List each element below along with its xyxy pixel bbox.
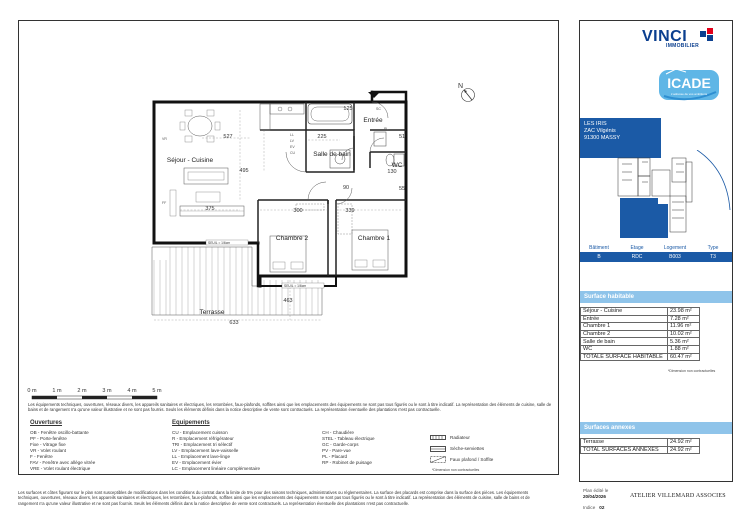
indice-info xyxy=(583,505,604,510)
lot-value: RDC xyxy=(631,254,643,260)
equipment-code: CU xyxy=(290,151,296,155)
dimension-label: 90 xyxy=(342,185,350,191)
room-label-wc: WC xyxy=(391,162,403,169)
dimension-label: 130 xyxy=(387,169,397,175)
indice-label: Indice xyxy=(583,505,596,510)
equipment-code: LV xyxy=(290,139,295,143)
lot-value: T3 xyxy=(710,254,716,260)
legend-item: LL - Emplacement lave-linge xyxy=(172,454,231,459)
lot-table xyxy=(580,243,732,262)
dimension-label: 463 xyxy=(283,298,293,304)
equipment-code: PL xyxy=(384,127,389,131)
equipment-code: EV xyxy=(290,145,295,149)
lot-header: Bâtiment xyxy=(589,244,609,251)
legend-item: F - Fenêtre xyxy=(30,454,53,459)
legend-symbol-row xyxy=(430,432,493,443)
legend-symbols xyxy=(430,432,493,465)
dimension-label: 633 xyxy=(229,320,239,325)
legend-symbol-row xyxy=(430,443,493,454)
svg-text:N: N xyxy=(458,83,464,90)
lot-values xyxy=(580,252,732,262)
legend-title: Ouvertures xyxy=(30,420,63,426)
dimension-label: 527 xyxy=(223,134,233,140)
lot-header: Type xyxy=(707,244,719,251)
legend-autres xyxy=(322,430,375,466)
legend-item: CU - Emplacement cuisson xyxy=(172,430,228,435)
dimension-label: 495 xyxy=(239,168,249,174)
soffit-icon xyxy=(430,456,446,463)
equipment-code: FF xyxy=(162,201,167,205)
program-zac: ZAC Vilgénis xyxy=(584,128,616,134)
legend-item: EV - Emplacement évier xyxy=(172,460,222,465)
total-row: TOTAL SURFACES ANNEXES 24.92 m² xyxy=(581,446,700,454)
legend-symbol-row xyxy=(430,454,493,465)
equipment-code: SC xyxy=(376,107,381,111)
legend-item: PV - Pare-vue xyxy=(322,448,351,453)
table-row: Salle de bain 5.36 m² xyxy=(581,338,700,346)
legend-item: LC - Emplacement linéaire complémentaire xyxy=(172,466,261,471)
lot-header: Logement xyxy=(663,244,687,251)
icade-tagline: L'adresse de vos ambitions xyxy=(670,92,708,96)
table-row: Chambre 1 11.96 m² xyxy=(581,323,700,331)
dimension-label: 125 xyxy=(343,106,353,112)
edition-label: Plan édité le xyxy=(583,488,609,493)
legend-description: Les équipements techniques, ouvertures, réseaux divers, les appareils sanitaires et électriques, les retombées, faux-plafonds, soffites ainsi que les emplacements des équipements ne sont pas tous figurés ou le sont à titre indicatif. La représentation des éléments de cuisine, salle de bains et de rangement n'a qu'une valeur illustrative et ne sont pas fournis. Seuls les éléments définis dans la notice descriptive de vente sont contractuels. La représentation éventuelle des plantations n'est pas contractuelle. xyxy=(28,402,552,413)
room-label-sdb: Salle de bain xyxy=(313,151,351,158)
legend-item: VRE - Volet roulant électrique xyxy=(30,466,91,471)
room-label-chambre2: Chambre 2 xyxy=(275,235,309,242)
dimension-label: 339 xyxy=(345,208,355,214)
table-row: Entrée 7.28 m² xyxy=(581,315,700,323)
scale-label: 0 m xyxy=(27,388,37,394)
vinci-logo xyxy=(642,26,722,50)
equipment-code: VR xyxy=(162,137,167,141)
legend-item: FAV - Fenêtre avec allège vitrée xyxy=(30,460,96,465)
surfaces-annexes-title: Surfaces annexes xyxy=(580,422,732,434)
dimension-label: 300 xyxy=(293,208,303,214)
room-label-terrasse: Terrasse xyxy=(199,309,225,316)
dimension-label: 375 xyxy=(205,206,215,212)
surface-note: *Dimension non contractuelles xyxy=(668,369,716,373)
towel-dryer-icon xyxy=(430,446,446,452)
room-label-chambre1: Chambre 1 xyxy=(357,235,391,242)
scale-label: 1 m xyxy=(52,388,62,394)
room-label-sejour: Séjour - Cuisine xyxy=(166,157,214,164)
table-row: Chambre 2 10.02 m² xyxy=(581,330,700,338)
key-plan xyxy=(602,150,732,240)
legend-title: Equipements xyxy=(172,420,210,426)
total-row: TOTALE SURFACE HABITABLE 60.47 m² xyxy=(581,353,700,361)
scale-label: 3 m xyxy=(102,388,112,394)
legend-item: PF - Porte-fenêtre xyxy=(30,436,67,441)
scale-bar xyxy=(26,386,176,402)
key-plan-lot xyxy=(620,198,658,238)
legend-item: RP - Robinet de puisage xyxy=(322,460,372,465)
scale-label: 5 m xyxy=(152,388,162,394)
legend-item: GC - Garde-corps xyxy=(322,442,359,447)
table-row: Terrasse 24.92 m² xyxy=(581,439,700,447)
radiator-icon xyxy=(430,435,446,440)
lot-value: B xyxy=(597,254,601,260)
edition-date: 20/04/2026 xyxy=(583,494,606,499)
room-label-entree: Entrée xyxy=(363,117,383,124)
vinci-mark-icon xyxy=(700,28,714,42)
program-city: 91300 MASSY xyxy=(584,135,621,141)
legend-symbol-label: Sèche-serviettes xyxy=(450,446,485,451)
legend-item: LV - Emplacement lave-vaisselle xyxy=(172,448,239,453)
icade-wordmark: ICADE xyxy=(667,75,711,91)
indice-value: 02 xyxy=(599,505,605,510)
legend-equipements xyxy=(172,420,260,472)
icade-logo xyxy=(656,66,722,106)
dimension-label: 225 xyxy=(317,134,327,140)
surfaces-annexes-table xyxy=(580,438,700,454)
vinci-subtitle: IMMOBILIER xyxy=(666,43,699,49)
table-row: WC 1.88 m² xyxy=(581,345,700,353)
legend-item: CH - Chaudière xyxy=(322,430,354,435)
legend-item: Fixe - Vitrage fixe xyxy=(30,442,66,447)
legend-item: PL - Placard xyxy=(322,454,348,459)
lot-value: B003 xyxy=(669,254,681,260)
legend-item: STEL - Tableau électrique xyxy=(322,436,375,441)
lot-headers xyxy=(580,243,732,252)
surface-habitable-title: Surface habitable xyxy=(580,291,732,303)
legend-item: R - Emplacement réfrigérateur xyxy=(172,436,234,441)
sill-label: SEUIL = 1/6cm xyxy=(284,284,307,288)
legend-note: *Dimension non contractuelles xyxy=(432,468,480,472)
legend-symbol-label: Radiateur xyxy=(450,435,470,440)
table-row: Séjour - Cuisine 23.98 m² xyxy=(581,308,700,316)
dimension-label: 51 xyxy=(398,134,406,140)
surface-habitable-table xyxy=(580,307,700,361)
legend-ouvertures xyxy=(30,420,95,472)
legend-symbol-label: Faux plafond / Soffite xyxy=(450,457,494,462)
sill-label: SEUIL = 1/6cm xyxy=(208,241,231,245)
scale-label: 4 m xyxy=(127,388,137,394)
vinci-wordmark: VINCI xyxy=(642,28,688,45)
equipment-code: LL xyxy=(290,133,294,137)
architect-name: ATELIER VILLEMARD ASSOCIES xyxy=(630,493,726,499)
edition-info xyxy=(583,488,608,500)
dimension-label: 55 xyxy=(398,186,406,192)
footer-disclaimer: Les surfaces et côtes figurant sur le plan sont susceptibles de modifications dans les conditions du contrat dans la limite de 5% pour des raisons techniques, administratives ou réglementaires. La surface des placards est comprise dans la surface des pièces. Les équipements techniques, ouvertures, réseaux divers, les appareils sanitaires et électriques, les retombées, faux-plafonds, soffites ainsi que les emplacements des équipements ne sont pas tous figurés ou le sont à titre indicatif. La représentation des éléments de cuisine, salle de bains et de rangement n'a qu'une valeur illustrative et ne sont pas fournis. Seuls les éléments définis dans la notice descriptive de vente sont contractuels. La représentation éventuelle des plantations n'est pas contractuelle. xyxy=(18,490,530,506)
floor-plan xyxy=(140,80,470,325)
program-name: LES IRIS xyxy=(584,121,607,127)
lot-header: Etage xyxy=(630,244,644,251)
legend-item: OB - Fenêtre oscillo-battante xyxy=(30,430,89,435)
legend-item: TRI - Emplacement tri sélectif xyxy=(172,442,233,447)
scale-label: 2 m xyxy=(77,388,87,394)
legend-item: VR - Volet roulant xyxy=(30,448,67,453)
